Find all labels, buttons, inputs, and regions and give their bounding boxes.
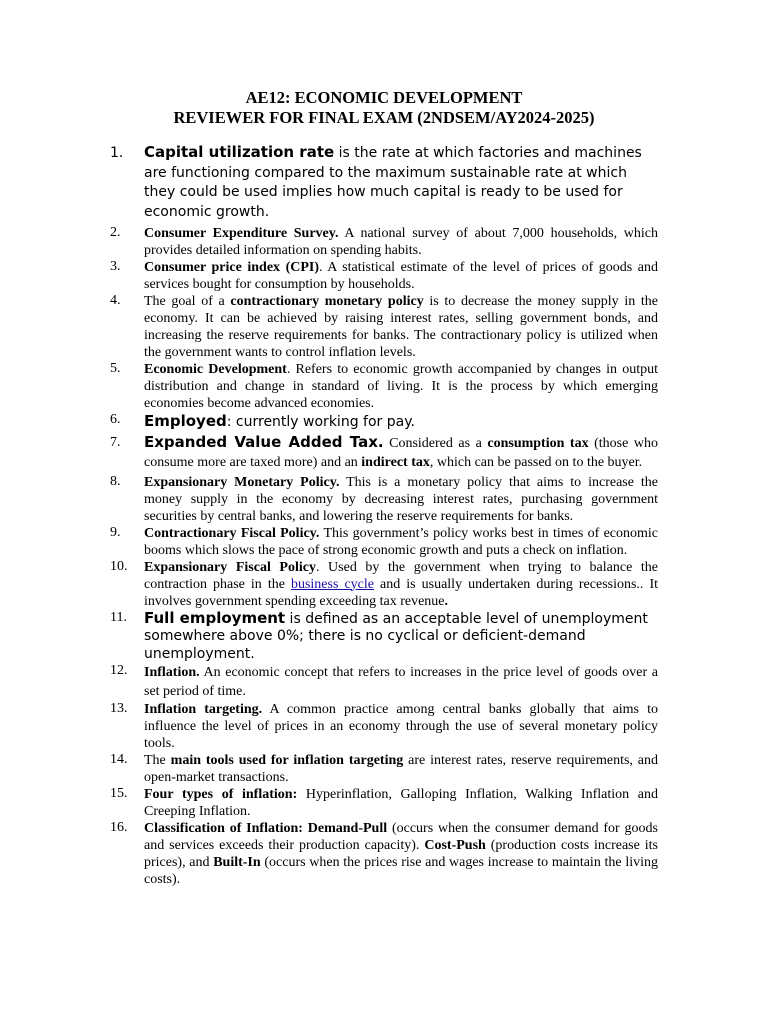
item-text: are interest rates, reserve requirements, and open-market transactions. bbox=[144, 753, 658, 785]
item-text: An economic concept that refers to increases in the price level of goods over a set period of time. bbox=[144, 665, 658, 699]
item-term: contractionary monetary policy bbox=[230, 294, 424, 309]
item-term: Full employment bbox=[144, 608, 286, 627]
item-text: (those who consume more are taxed more) and an bbox=[144, 435, 658, 470]
item-end: . bbox=[444, 593, 449, 609]
item-text: (occurs when the prices rise and wages increase to maintain the living costs). bbox=[144, 855, 658, 887]
item-number: 12. bbox=[110, 663, 128, 678]
item-text: , which can be passed on to the buyer. bbox=[429, 454, 643, 470]
item-term: Economic Development bbox=[144, 362, 287, 377]
item-term: Expanded Value Added Tax. bbox=[144, 432, 384, 451]
item-text: A common practice among central banks globally that aims to influence the level of prices in an economy through the use of several monetary policy tools. bbox=[144, 702, 658, 751]
item-text: and is usually undertaken during recessions.. It involves government spending exceeding tax revenue bbox=[144, 576, 659, 609]
item-text: is defined as an acceptable level of unemployment somewhere above 0%; there is no cyclical or deficient-demand unemployment. bbox=[144, 610, 648, 662]
item-number: 6. bbox=[110, 412, 121, 427]
item-number: 2. bbox=[110, 225, 121, 240]
item-term: Consumer price index (CPI) bbox=[144, 260, 320, 275]
item-bold: indirect tax bbox=[361, 454, 430, 470]
list-item bbox=[110, 143, 658, 222]
item-term: Capital utilization rate bbox=[144, 143, 335, 161]
item-text: A national survey of about 7,000 households, which provides detailed information on spending habits. bbox=[144, 226, 658, 258]
item-text: Hyperinflation, Galloping Inflation, Walking Inflation and Creeping Inflation. bbox=[144, 787, 658, 819]
item-bold: Cost-Push bbox=[424, 838, 486, 853]
list-item bbox=[110, 259, 658, 293]
list-item bbox=[110, 701, 658, 752]
item-number: 3. bbox=[110, 259, 121, 274]
item-number: 16. bbox=[110, 820, 128, 835]
item-number: 13. bbox=[110, 701, 128, 716]
item-text: . Used by the government when trying to balance the contraction phase in the bbox=[144, 559, 658, 592]
item-number: 5. bbox=[110, 361, 121, 376]
term-list bbox=[110, 143, 658, 888]
item-term: Classification of Inflation: Demand-Pull bbox=[144, 821, 388, 836]
item-text: (production costs increase its prices), and bbox=[144, 838, 658, 870]
item-number: 11. bbox=[110, 609, 127, 625]
list-item bbox=[110, 474, 658, 525]
item-bold: Built-In bbox=[213, 855, 261, 870]
item-number: 10. bbox=[110, 558, 128, 574]
item-text: This government’s policy works best in times of economic booms which slows the pace of strong economic growth and puts a check on inflation. bbox=[144, 525, 658, 558]
list-item bbox=[110, 663, 658, 701]
list-item bbox=[110, 752, 658, 786]
item-term: Inflation targeting. bbox=[144, 702, 263, 717]
list-item bbox=[110, 361, 658, 412]
list-item bbox=[110, 293, 658, 361]
item-term: Four types of inflation: bbox=[144, 787, 298, 802]
document-subtitle: REVIEWER FOR FINAL EXAM (2NDSEM/AY2024-2025) bbox=[173, 108, 595, 127]
list-item bbox=[110, 559, 658, 610]
list-item bbox=[110, 525, 658, 559]
item-term: Expansionary Monetary Policy. bbox=[144, 474, 340, 490]
item-text: is to decrease the money supply in the economy. It can be achieved by raising interest rates, selling government bonds, and increasing the reserve requirements for banks. The contractionary policy is utilized when the government wants to control inflation levels. bbox=[144, 294, 658, 360]
list-item bbox=[110, 225, 658, 259]
item-prefix: The goal of a bbox=[144, 294, 231, 309]
item-term: Contractionary Fiscal Policy. bbox=[144, 525, 320, 541]
list-item bbox=[110, 786, 658, 820]
item-prefix: The bbox=[144, 753, 171, 768]
list-item bbox=[110, 610, 658, 664]
item-text: is the rate at which factories and machines are functioning compared to the maximum sustainable rate at which they could be used implies how much capital is ready to be used for economic growth. bbox=[144, 145, 642, 220]
item-term: Consumer Expenditure Survey. bbox=[144, 226, 339, 241]
list-item bbox=[110, 433, 658, 472]
item-number: 14. bbox=[110, 752, 128, 767]
business-cycle-link[interactable]: business cycle bbox=[290, 576, 374, 592]
item-term: main tools used for inflation targeting bbox=[170, 753, 404, 768]
item-text: . A statistical estimate of the level of prices of goods and services bought for consumption by households. bbox=[144, 260, 658, 292]
item-number: 1. bbox=[110, 145, 124, 161]
item-term: Expansionary Fiscal Policy bbox=[144, 559, 316, 575]
item-text: This is a monetary policy that aims to increase the money supply in the economy by decreasing interest rates, purchasing government securities by central banks, and lowering the reserve requirements for banks. bbox=[144, 474, 658, 524]
item-number: 7. bbox=[110, 434, 121, 450]
item-term: Employed bbox=[144, 412, 227, 430]
item-number: 9. bbox=[110, 524, 121, 540]
item-number: 15. bbox=[110, 786, 128, 801]
list-item bbox=[110, 412, 658, 433]
item-number: 8. bbox=[110, 473, 121, 489]
item-text: . Refers to economic growth accompanied by changes in output distribution and change in standard of living. It is the process by which emerging economies become advanced economies. bbox=[144, 362, 658, 411]
item-bold: consumption tax bbox=[487, 435, 589, 451]
item-term: Inflation. bbox=[144, 665, 200, 680]
document-title: AE12: ECONOMIC DEVELOPMENT bbox=[245, 88, 523, 107]
item-text: : currently working for pay. bbox=[226, 414, 415, 430]
item-number: 4. bbox=[110, 293, 121, 308]
list-item bbox=[110, 820, 658, 888]
item-text: Considered as a bbox=[383, 435, 488, 451]
item-text: (occurs when the consumer demand for goods and services exceeds their production capacity). bbox=[144, 821, 658, 853]
